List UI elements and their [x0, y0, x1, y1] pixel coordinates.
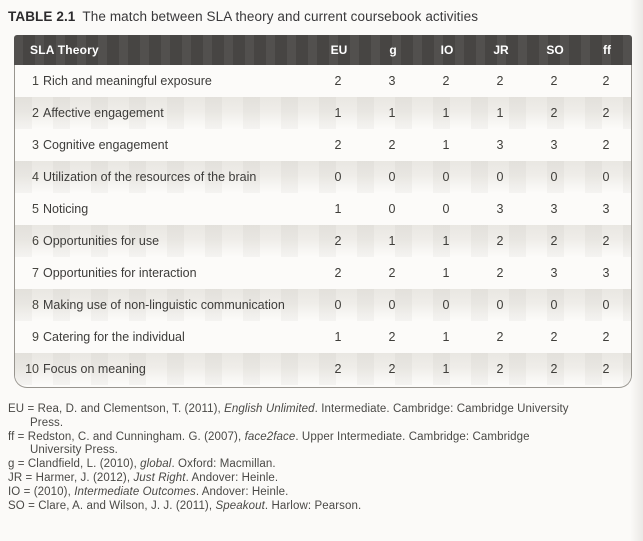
footnote-text: University Press.: [30, 444, 118, 457]
footnote-text: . Intermediate. Cambridge: Cambridge University: [314, 403, 569, 415]
row-value-JR: 2: [496, 330, 504, 344]
table-header-sla-theory: SLA Theory: [30, 43, 99, 57]
row-value-g: 1: [388, 106, 396, 120]
footnote-text: . Harlow: Pearson.: [264, 499, 362, 512]
row-theory-label: Noticing: [43, 202, 89, 216]
book-title: Intermediate Outcomes: [74, 485, 196, 498]
row-value-EU: 2: [334, 138, 342, 152]
table-header-col-SO: SO: [546, 43, 564, 57]
row-value-IO: 0: [442, 170, 450, 184]
row-value-EU: 2: [334, 234, 342, 248]
row-number: 9: [32, 330, 39, 344]
row-theory-label: Catering for the individual: [43, 330, 185, 344]
book-title: face2face: [244, 430, 296, 443]
table-header-col-EU: EU: [330, 43, 348, 57]
footnote-SO: [8, 500, 633, 514]
row-value-g: 2: [388, 266, 396, 280]
row-number: 4: [32, 170, 39, 184]
row-theory-label: Cognitive engagement: [43, 138, 169, 152]
table-row: [15, 225, 631, 257]
table-row: [15, 289, 631, 321]
table-caption: [0, 0, 643, 24]
row-value-ff: 0: [602, 298, 610, 312]
row-value-SO: 0: [550, 170, 558, 184]
row-value-JR: 2: [496, 266, 504, 280]
table-row: [15, 97, 631, 129]
row-value-IO: 1: [442, 138, 450, 152]
table-header-col-IO: IO: [440, 43, 454, 57]
table-caption-number: TABLE 2.1: [8, 9, 76, 24]
book-title: Speakout: [215, 499, 265, 512]
footnote-IO: [8, 486, 633, 500]
row-value-IO: 1: [442, 266, 450, 280]
row-value-IO: 1: [442, 234, 450, 248]
footnotes-block: [8, 403, 633, 513]
row-value-g: 2: [388, 330, 396, 344]
row-value-IO: 0: [442, 202, 450, 216]
table-header-col-ff: ff: [603, 43, 611, 57]
row-value-EU: 0: [334, 298, 342, 312]
row-theory-label: Affective engagement: [43, 106, 164, 120]
footnote-text: . Upper Intermediate. Cambridge: Cambridge: [295, 430, 530, 443]
row-value-g: 2: [388, 362, 396, 376]
footnote-text: EU = Rea, D. and Clementson, T. (2011),: [8, 403, 225, 415]
row-value-ff: 2: [602, 362, 610, 376]
row-number: 5: [32, 202, 39, 216]
table-row: [15, 129, 631, 161]
row-value-IO: 1: [442, 106, 450, 120]
footnote-ff: [8, 431, 633, 445]
footnote-g: [8, 458, 633, 472]
row-value-JR: 2: [496, 234, 504, 248]
row-value-SO: 3: [550, 266, 558, 280]
footnote-JR: [8, 472, 633, 486]
row-theory-label: Opportunities for interaction: [43, 266, 197, 280]
row-value-JR: 0: [496, 170, 504, 184]
row-value-ff: 3: [602, 202, 610, 216]
row-value-EU: 2: [334, 266, 342, 280]
table-body: [14, 65, 632, 388]
table-header-row: [14, 35, 632, 65]
row-value-JR: 0: [496, 298, 504, 312]
table-row: [15, 161, 631, 193]
footnote-text: . Oxford: Macmillan.: [171, 458, 276, 471]
footnote-EU: [8, 403, 633, 417]
sla-theory-table: [14, 35, 632, 388]
table-row: [15, 65, 631, 97]
row-value-IO: 2: [442, 74, 450, 88]
row-value-JR: 3: [496, 138, 504, 152]
book-title: English Unlimited: [224, 403, 315, 415]
row-theory-label: Opportunities for use: [43, 234, 160, 248]
footnote-text: IO = (2010),: [8, 485, 75, 498]
row-value-g: 1: [388, 234, 396, 248]
row-number: 1: [32, 74, 39, 88]
row-value-ff: 2: [602, 234, 610, 248]
row-value-EU: 2: [334, 74, 342, 88]
row-value-SO: 3: [550, 138, 558, 152]
row-value-IO: 0: [442, 298, 450, 312]
row-theory-label: Rich and meaningful exposure: [43, 74, 212, 88]
footnote-text: Press.: [30, 416, 64, 429]
footnote-text: . Andover: Heinle.: [195, 485, 289, 498]
row-number: 8: [32, 298, 39, 312]
row-value-ff: 2: [602, 74, 610, 88]
row-value-EU: 1: [334, 330, 342, 344]
footnote-text: g = Clandfield, L. (2010),: [8, 458, 141, 471]
row-value-JR: 2: [496, 74, 504, 88]
row-value-ff: 3: [602, 266, 610, 280]
row-value-g: 0: [388, 202, 396, 216]
row-number: 3: [32, 138, 39, 152]
row-value-JR: 1: [496, 106, 504, 120]
table-row: [15, 353, 631, 385]
table-header-col-JR: JR: [493, 43, 509, 57]
row-value-EU: 1: [334, 202, 342, 216]
table-row: [15, 321, 631, 353]
row-value-ff: 2: [602, 330, 610, 344]
row-value-SO: 3: [550, 202, 558, 216]
table-caption-text: The match between SLA theory and current coursebook activities: [82, 9, 479, 24]
row-value-JR: 3: [496, 202, 504, 216]
footnote-EU-continuation: [8, 417, 633, 431]
row-value-g: 0: [388, 170, 396, 184]
row-theory-label: Focus on meaning: [43, 362, 146, 376]
table-header-col-g: g: [389, 43, 397, 57]
row-number: 6: [32, 234, 39, 248]
row-number: 10: [25, 362, 39, 376]
footnote-text: SO = Clare, A. and Wilson, J. J. (2011),: [8, 499, 216, 512]
footnote-ff-continuation: [8, 444, 633, 458]
row-value-IO: 1: [442, 362, 450, 376]
table-row: [15, 193, 631, 225]
row-value-IO: 1: [442, 330, 450, 344]
row-theory-label: Utilization of the resources of the brain: [43, 170, 257, 184]
row-value-JR: 2: [496, 362, 504, 376]
row-number: 7: [32, 266, 39, 280]
footnote-text: ff = Redston, C. and Cunningham. G. (2007),: [8, 430, 245, 443]
row-number: 2: [32, 106, 39, 120]
row-value-g: 3: [388, 74, 396, 88]
row-value-EU: 1: [334, 106, 342, 120]
table-row: [15, 257, 631, 289]
row-value-EU: 2: [334, 362, 342, 376]
row-value-g: 2: [388, 138, 396, 152]
row-value-g: 0: [388, 298, 396, 312]
row-value-EU: 0: [334, 170, 342, 184]
row-theory-label: Making use of non-linguistic communication: [43, 298, 285, 312]
row-value-ff: 2: [602, 106, 610, 120]
book-title: global: [140, 458, 172, 471]
row-value-SO: 2: [550, 106, 558, 120]
footnote-text: JR = Harmer, J. (2012),: [8, 471, 134, 484]
row-value-SO: 0: [550, 298, 558, 312]
row-value-SO: 2: [550, 330, 558, 344]
footnote-text: . Andover: Heinle.: [185, 471, 279, 484]
row-value-ff: 2: [602, 138, 610, 152]
book-title: Just Right: [133, 471, 186, 484]
row-value-SO: 2: [550, 362, 558, 376]
row-value-ff: 0: [602, 170, 610, 184]
row-value-SO: 2: [550, 74, 558, 88]
row-value-SO: 2: [550, 234, 558, 248]
